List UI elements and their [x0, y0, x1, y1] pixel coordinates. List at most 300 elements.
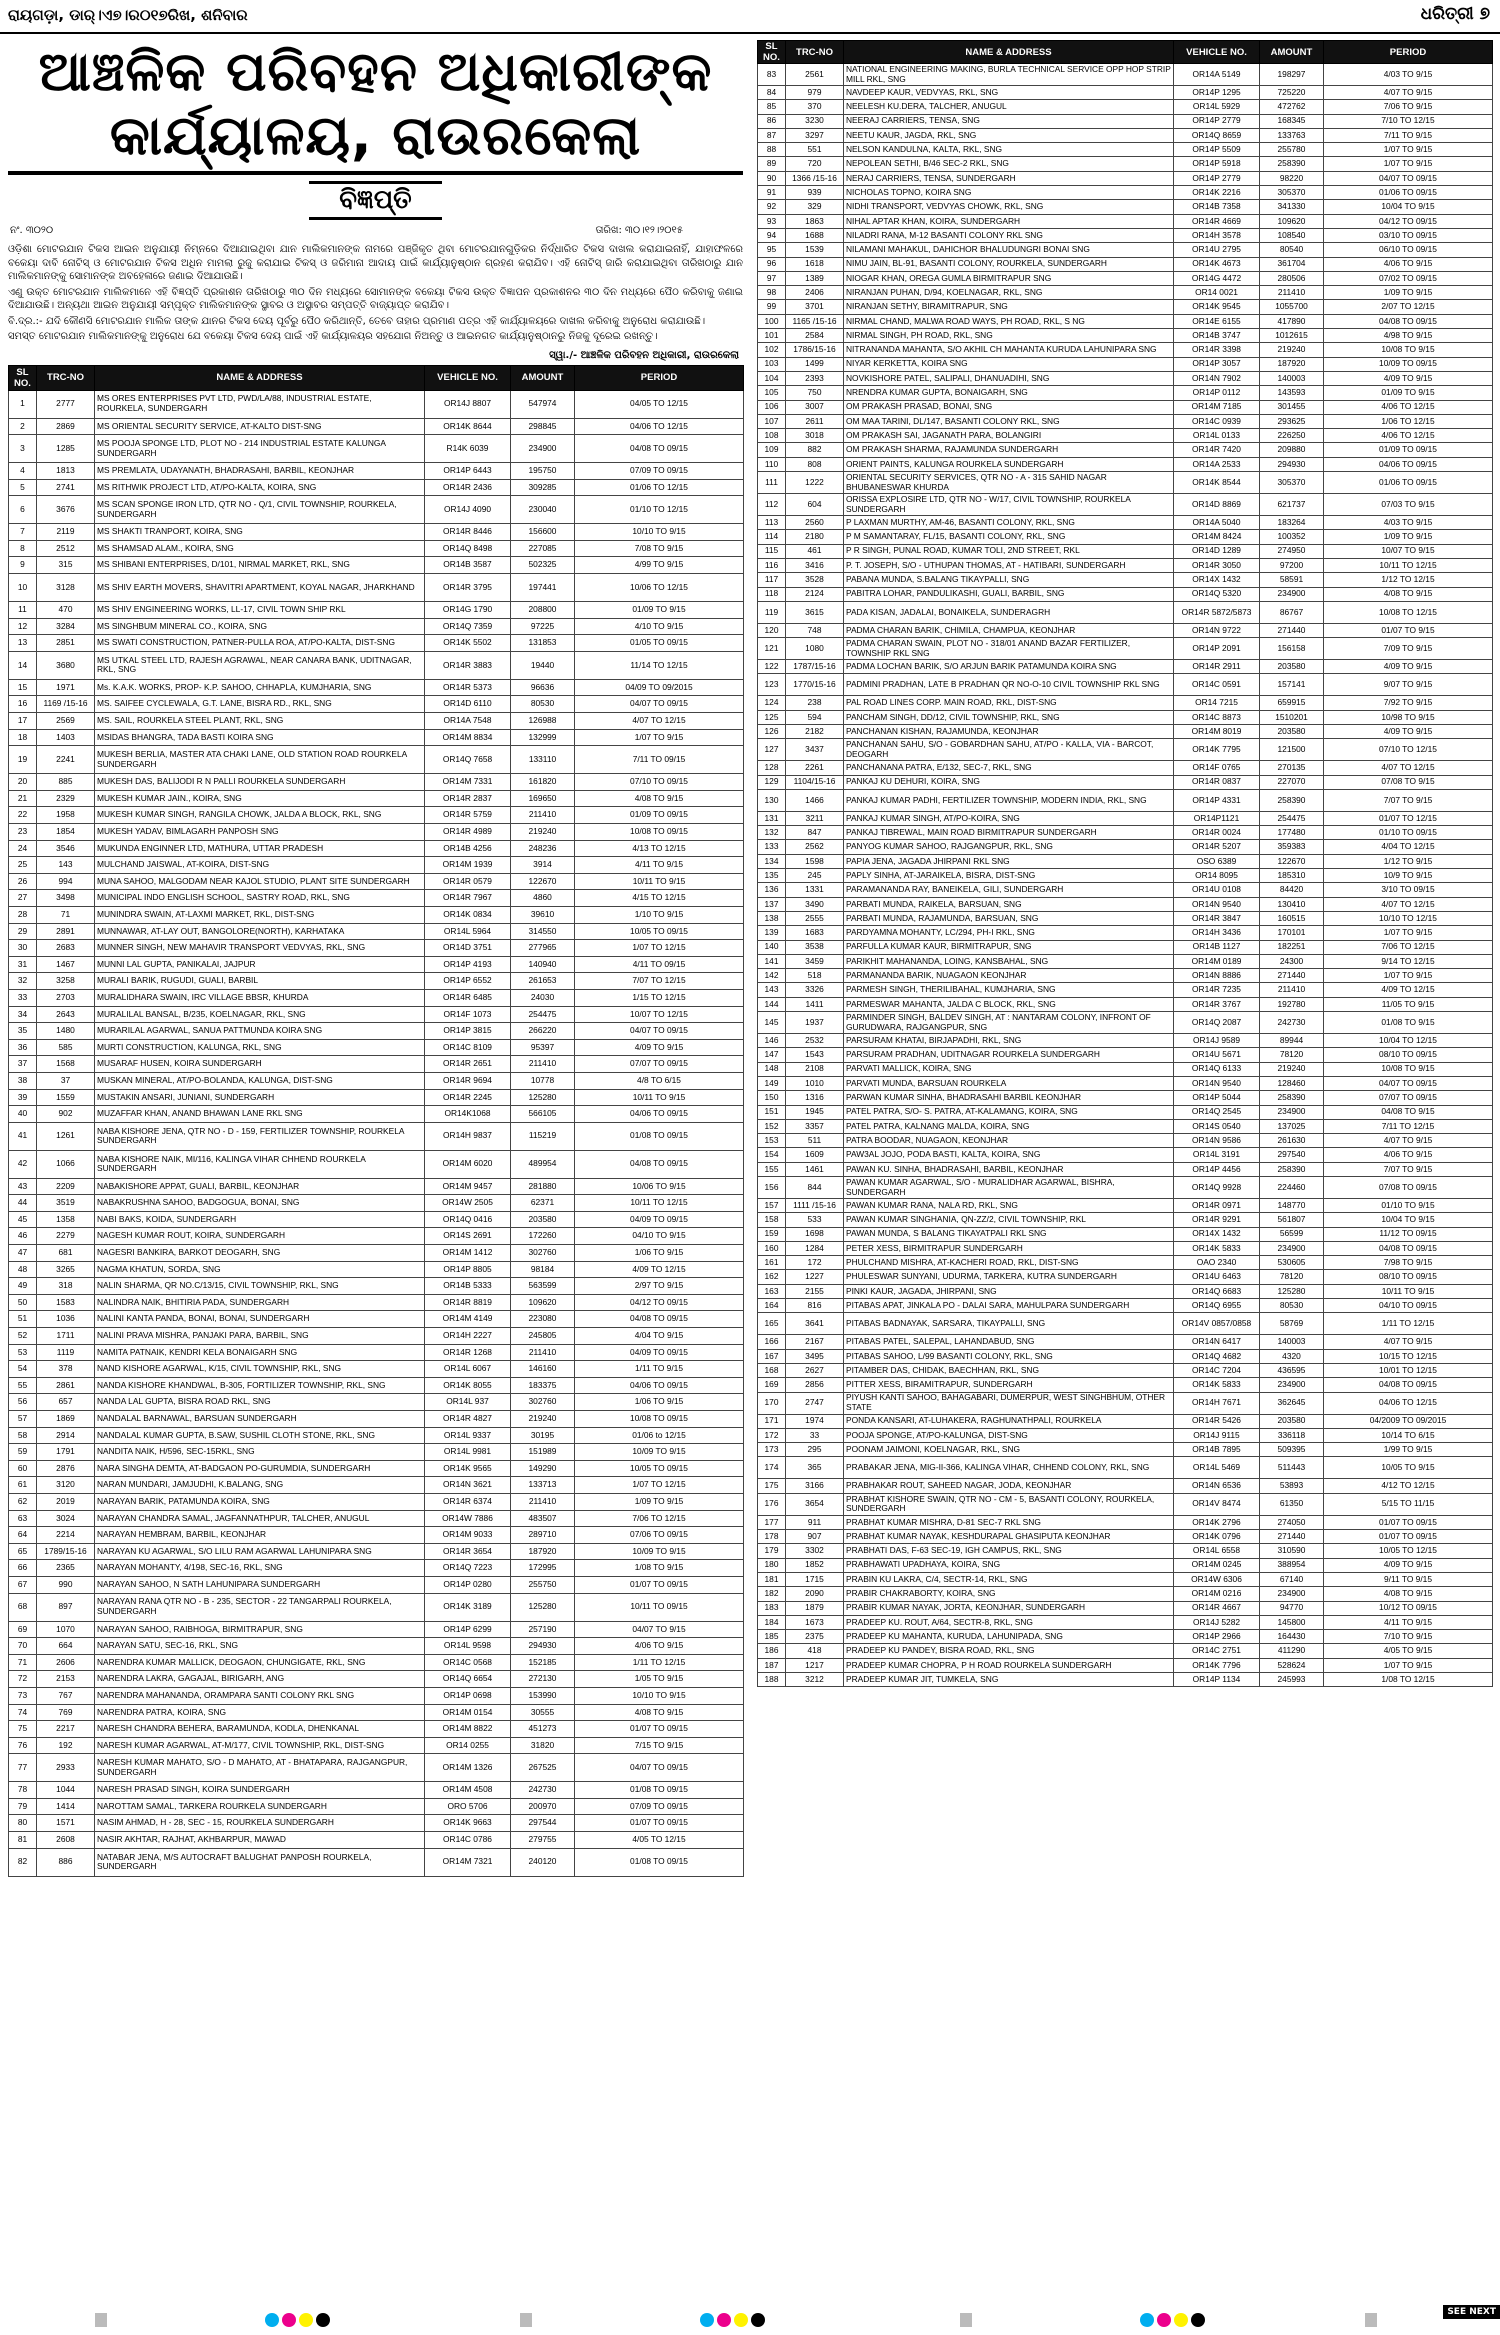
table-row	[9, 1394, 744, 1411]
cell-vehicle-no: OR14U 5671	[1174, 1048, 1260, 1062]
cell-amount: 530605	[1260, 1256, 1324, 1270]
cell-trc-no: 1879	[786, 1601, 844, 1615]
cell-sl-no: 25	[9, 857, 37, 874]
cell-amount: 203580	[1260, 1414, 1324, 1428]
cell-trc-no: 315	[37, 557, 95, 574]
cell-name-address: PRADEEP KU. ROUT, A/64, SECTR-8, RKL, SNG	[844, 1615, 1174, 1629]
cell-trc-no: 511	[786, 1134, 844, 1148]
cell-trc-no: 604	[786, 494, 844, 516]
cell-trc-no: 3654	[786, 1493, 844, 1515]
cell-period: 04/08 TO 09/15	[575, 435, 744, 463]
cell-name-address: NABAKISHORE APPAT, GUALI, BARBIL, KEONJHAR	[95, 1178, 425, 1195]
cell-trc-no: 886	[37, 1848, 95, 1876]
table-row	[9, 729, 744, 746]
cell-vehicle-no: OR14L 6067	[425, 1361, 511, 1378]
cell-period: 4/8 TO 6/15	[575, 1072, 744, 1089]
cell-vehicle-no: OR14R 8819	[425, 1294, 511, 1311]
cyan-dot	[265, 2313, 279, 2327]
cell-name-address: NEETU KAUR, JAGDA, RKL, SNG	[844, 128, 1174, 142]
table-row	[758, 171, 1493, 185]
cell-trc-no: 2851	[37, 635, 95, 652]
cell-sl-no: 112	[758, 494, 786, 516]
cell-period: 7/98 TO 9/15	[1324, 1256, 1493, 1270]
cell-period: 1/11 TO 12/15	[575, 1654, 744, 1671]
table-row	[9, 602, 744, 619]
cell-sl-no: 58	[9, 1427, 37, 1444]
cell-vehicle-no: OR14P 6299	[425, 1621, 511, 1638]
table-row	[9, 1427, 744, 1444]
table-row	[758, 1256, 1493, 1270]
cell-name-address: PRABIR KUMAR NAYAK, JORTA, KEONJHAR, SUNDERGARH	[844, 1601, 1174, 1615]
cell-vehicle-no: OR14A 2533	[1174, 457, 1260, 471]
table-row	[9, 574, 744, 602]
table-row	[758, 1378, 1493, 1392]
cell-vehicle-no: OR14N 9540	[1174, 1076, 1260, 1090]
cell-sl-no: 19	[9, 746, 37, 774]
cell-trc-no: 1715	[786, 1572, 844, 1586]
cell-vehicle-no: OR14M 6020	[425, 1150, 511, 1178]
cell-trc-no: 3701	[786, 300, 844, 314]
cell-amount: 132999	[511, 729, 575, 746]
table-row	[758, 1349, 1493, 1363]
cell-sl-no: 120	[758, 623, 786, 637]
cell-trc-no: 1461	[786, 1162, 844, 1176]
cell-name-address: MULCHAND JAISWAL, AT-KOIRA, DIST-SNG	[95, 857, 425, 874]
cell-vehicle-no: OR14N 9586	[1174, 1134, 1260, 1148]
cell-sl-no: 162	[758, 1270, 786, 1284]
table-row	[758, 457, 1493, 471]
notice-paragraph-2: ଏଣୁ ଉକ୍ତ ମୋଟରଯାନ ମାଲିକମାନେ ଏହି ବିଜ୍ଞପ୍ତି ପ୍ରକାଶନ ତାରିଖଠାରୁ ୩୦ ଦିନ ମଧ୍ୟରେ ସୋମାନଙ୍କ ବକେୟା ଟିକସ ଉକ୍ତ ବିଜ୍ଞାପନ ପ୍ରକାଶନର ୩୦ ଦିନ ମଧ୍ୟରେ ପୈଠ କରିବାକୁ ଜଣାଇ ଦିଆଯାଉଛି। ଅନ୍ୟଥା ଆଇନ ଅନୁଯାୟୀ ସମ୍ପୃକ୍ତ ମାଲିକମାନଙ୍କ ସ୍ଥାବର ଓ ଅସ୍ଥାବର ସମ୍ପତ୍ତି ବାଜ୍ୟାପ୍ତ କରାଯିବ।	[8, 286, 743, 311]
cell-name-address: MSIDAS BHANGRA, TADA BASTI KOIRA SNG	[95, 729, 425, 746]
cell-period: 7/06 TO 9/15	[1324, 100, 1493, 114]
cell-period: 1/07 TO 9/15	[1324, 926, 1493, 940]
cell-trc-no: 1945	[786, 1105, 844, 1119]
cell-vehicle-no: OR14M 1939	[425, 857, 511, 874]
cell-trc-no: 3546	[37, 840, 95, 857]
cell-period: 10/08 TO 9/15	[1324, 1062, 1493, 1076]
cell-sl-no: 1	[9, 390, 37, 418]
cell-trc-no: 1036	[37, 1311, 95, 1328]
registration-bar	[95, 2313, 107, 2327]
cell-trc-no: 33	[786, 1428, 844, 1442]
table-row	[758, 954, 1493, 968]
cell-vehicle-no: OR14C 0939	[1174, 414, 1260, 428]
table-row	[758, 1227, 1493, 1241]
cell-trc-no: 3018	[786, 429, 844, 443]
cell-period: 4/09 TO 9/15	[1324, 1558, 1493, 1572]
cell-trc-no: 979	[786, 86, 844, 100]
cell-period: 4/06 TO 9/15	[1324, 257, 1493, 271]
cell-name-address: NIRANJAN SETHY, BIRAMITRAPUR, SNG	[844, 300, 1174, 314]
cell-name-address: NARESH PRASAD SINGH, KOIRA SUNDERGARH	[95, 1782, 425, 1799]
cell-name-address: PITABAS BADNAYAK, SARSARA, TIKAYPALLI, SNG	[844, 1313, 1174, 1335]
table-row	[758, 357, 1493, 371]
cell-vehicle-no: OR14D 3751	[425, 940, 511, 957]
cell-vehicle-no: OR14M 0154	[425, 1704, 511, 1721]
cell-trc-no: 3519	[37, 1195, 95, 1212]
cell-sl-no: 98	[758, 286, 786, 300]
column-header-sl: SL NO.	[9, 365, 37, 390]
cell-vehicle-no: OR14K1068	[425, 1106, 511, 1123]
cell-name-address: PINKI KAUR, JAGADA, JHIRPANI, SNG	[844, 1284, 1174, 1298]
cell-sl-no: 142	[758, 969, 786, 983]
cell-period: 1/07 TO 12/15	[575, 1477, 744, 1494]
table-row	[758, 1335, 1493, 1349]
cell-amount: 131853	[511, 635, 575, 652]
cell-name-address: PARIKHIT MAHANANDA, LOING, KANSBAHAL, SNG	[844, 954, 1174, 968]
cell-sl-no: 102	[758, 343, 786, 357]
cell-vehicle-no: OR14D 8869	[1174, 494, 1260, 516]
cell-vehicle-no: OR14K 7796	[1174, 1658, 1260, 1672]
cell-trc-no: 37	[37, 1072, 95, 1089]
cell-name-address: PANKAJ KUMAR SINGH, AT/PO-KOIRA, SNG	[844, 811, 1174, 825]
cell-amount: 140003	[1260, 1335, 1324, 1349]
cell-name-address: MURALI BARIK, RUGUDI, GUALI, BARBIL	[95, 973, 425, 990]
cell-sl-no: 166	[758, 1335, 786, 1349]
cell-trc-no: 2608	[37, 1832, 95, 1849]
cell-name-address: PADMA CHARAN SWAIN, PLOT NO - 318/01 ANAND BAZAR FERTILIZER, TOWNSHIP RKL SNG	[844, 638, 1174, 660]
cell-period: 04/05 TO 12/15	[575, 390, 744, 418]
cell-trc-no: 1787/15-16	[786, 660, 844, 674]
column-header-trc: TRC-NO	[786, 41, 844, 64]
cell-period: 7/06 TO 12/15	[1324, 940, 1493, 954]
cell-name-address: PARBATI MUNDA, RAJAMUNDA, BARSUAN, SNG	[844, 911, 1174, 925]
cell-period: 10/10 TO 9/15	[575, 524, 744, 541]
cell-amount: 271440	[1260, 1530, 1324, 1544]
cell-sl-no: 2	[9, 418, 37, 435]
cell-period: 5/15 TO 11/15	[1324, 1493, 1493, 1515]
table-row	[758, 1119, 1493, 1133]
cell-sl-no: 69	[9, 1621, 37, 1638]
cell-sl-no: 11	[9, 602, 37, 619]
cell-trc-no: 1389	[786, 271, 844, 285]
cell-amount: 224460	[1260, 1177, 1324, 1199]
cell-period: 03/10 TO 09/15	[1324, 228, 1493, 242]
cell-sl-no: 40	[9, 1106, 37, 1123]
column-header-name: NAME & ADDRESS	[844, 41, 1174, 64]
table-row	[9, 774, 744, 791]
cell-sl-no: 77	[9, 1754, 37, 1782]
cell-amount: 96636	[511, 679, 575, 696]
cell-period: 10/01 TO 12/15	[1324, 1363, 1493, 1377]
table-row	[9, 713, 744, 730]
cell-name-address: PATEL PATRA, S/O- S. PATRA, AT-KALAMANG, KOIRA, SNG	[844, 1105, 1174, 1119]
cell-vehicle-no: OR14 8095	[1174, 869, 1260, 883]
cell-amount: 98220	[1260, 171, 1324, 185]
table-row	[758, 472, 1493, 494]
cell-name-address: MUZAFFAR KHAN, ANAND BHAWAN LANE RKL SNG	[95, 1106, 425, 1123]
cell-sl-no: 87	[758, 128, 786, 142]
table-row	[9, 696, 744, 713]
cell-amount: 156600	[511, 524, 575, 541]
cell-vehicle-no: OR14 0021	[1174, 286, 1260, 300]
cell-trc-no: 1010	[786, 1076, 844, 1090]
cell-trc-no: 3615	[786, 601, 844, 623]
cell-sl-no: 75	[9, 1721, 37, 1738]
cell-vehicle-no: OR14K 9545	[1174, 300, 1260, 314]
cell-period: 4/98 TO 9/15	[1324, 329, 1493, 343]
table-row	[758, 400, 1493, 414]
table-row	[9, 1377, 744, 1394]
cell-name-address: NANDITA NAIK, H/596, SEC-15RKL, SNG	[95, 1444, 425, 1461]
cell-amount: 563599	[511, 1278, 575, 1295]
cell-amount: 255750	[511, 1576, 575, 1593]
column-header-name: NAME & ADDRESS	[95, 365, 425, 390]
table-row	[758, 587, 1493, 601]
cell-amount: 31820	[511, 1737, 575, 1754]
table-row	[758, 1601, 1493, 1615]
cell-vehicle-no: OR14Q 2087	[1174, 1012, 1260, 1034]
cell-period: 4/12 TO 12/15	[1324, 1479, 1493, 1493]
cell-period: 4/06 TO 9/15	[575, 1638, 744, 1655]
cell-sl-no: 88	[758, 143, 786, 157]
cell-vehicle-no: ORO 5706	[425, 1798, 511, 1815]
cell-period: 1/07 TO 9/15	[575, 729, 744, 746]
cell-amount: 274050	[1260, 1515, 1324, 1529]
cell-sl-no: 4	[9, 463, 37, 480]
cell-sl-no: 161	[758, 1256, 786, 1270]
cell-period: 10/08 TO 12/15	[1324, 601, 1493, 623]
table-row	[758, 638, 1493, 660]
cell-trc-no: 1937	[786, 1012, 844, 1034]
table-row	[9, 618, 744, 635]
cell-amount: 203580	[1260, 724, 1324, 738]
cell-sl-no: 22	[9, 807, 37, 824]
cell-amount: 417890	[1260, 314, 1324, 328]
cell-sl-no: 182	[758, 1587, 786, 1601]
cell-amount: 211410	[511, 1056, 575, 1073]
cell-sl-no: 169	[758, 1378, 786, 1392]
cell-trc-no: 1559	[37, 1089, 95, 1106]
cell-trc-no: 2214	[37, 1527, 95, 1544]
cell-sl-no: 74	[9, 1704, 37, 1721]
column-header-period: PERIOD	[1324, 41, 1493, 64]
table-row	[758, 1493, 1493, 1515]
cell-period: 08/10 TO 09/15	[1324, 1270, 1493, 1284]
cell-vehicle-no: OR14R 3398	[1174, 343, 1260, 357]
cell-name-address: PITABAS SAHOO, L/99 BASANTI COLONY, RKL, SNG	[844, 1349, 1174, 1363]
cell-period: 7/15 TO 9/15	[575, 1737, 744, 1754]
cell-sl-no: 50	[9, 1294, 37, 1311]
cell-period: 04/2009 TO 09/2015	[1324, 1414, 1493, 1428]
cell-period: 4/03 TO 9/15	[1324, 516, 1493, 530]
cell-name-address: MUNNI LAL GUPTA, PANIKALAI, JAJPUR	[95, 956, 425, 973]
cell-trc-no: 1974	[786, 1414, 844, 1428]
cell-trc-no: 3495	[786, 1349, 844, 1363]
cell-name-address: MS SINGHBUM MINERAL CO., KOIRA, SNG	[95, 618, 425, 635]
cell-trc-no: 1698	[786, 1227, 844, 1241]
cell-vehicle-no: OR14P 6443	[425, 463, 511, 480]
cell-name-address: NELSON KANDULNA, KALTA, RKL, SNG	[844, 143, 1174, 157]
cell-amount: 341330	[1260, 200, 1324, 214]
cell-trc-no: 907	[786, 1530, 844, 1544]
cell-amount: 211410	[511, 1344, 575, 1361]
cell-trc-no: 767	[37, 1687, 95, 1704]
cell-amount: 160515	[1260, 911, 1324, 925]
cell-name-address: NALINI KANTA PANDA, BONAI, BONAI, SUNDERGARH	[95, 1311, 425, 1328]
cell-name-address: POONAM JAIMONI, KOELNAGAR, RKL, SNG	[844, 1443, 1174, 1457]
cell-trc-no: 939	[786, 186, 844, 200]
cell-amount: 19440	[511, 651, 575, 679]
cell-name-address: OM PRAKASH PRASAD, BONAI, SNG	[844, 400, 1174, 414]
cell-amount: 183375	[511, 1377, 575, 1394]
cell-trc-no: 3284	[37, 618, 95, 635]
cell-vehicle-no: OR14M 8424	[1174, 530, 1260, 544]
cell-name-address: NARENDRA MAHANANDA, ORAMPARA SANTI COLONY RKL SNG	[95, 1687, 425, 1704]
cell-amount: 511443	[1260, 1457, 1324, 1479]
cell-vehicle-no: OR14R 3654	[425, 1543, 511, 1560]
cell-amount: 125280	[511, 1593, 575, 1621]
cell-vehicle-no: OR14H 3578	[1174, 228, 1260, 242]
cell-name-address: PAWAN MUNDA, S BALANG TIKAYATPALI RKL SNG	[844, 1227, 1174, 1241]
cell-name-address: PRABHATI DAS, F-63 SEC-19, IGH CAMPUS, RKL, SNG	[844, 1544, 1174, 1558]
table-row	[758, 1162, 1493, 1176]
cell-sl-no: 10	[9, 574, 37, 602]
cell-trc-no: 1869	[37, 1411, 95, 1428]
table-row	[758, 883, 1493, 897]
table-row	[758, 386, 1493, 400]
cell-trc-no: 769	[37, 1704, 95, 1721]
cell-period: 1/07 TO 9/15	[1324, 969, 1493, 983]
cell-amount: 140940	[511, 956, 575, 973]
cell-period: 4/07 TO 9/15	[1324, 1335, 1493, 1349]
table-row	[758, 660, 1493, 674]
cell-name-address: MS SHIV EARTH MOVERS, SHAVITRI APARTMENT, KOYAL NAGAR, JHARKHAND	[95, 574, 425, 602]
cell-period: 2/07 TO 12/15	[1324, 300, 1493, 314]
cell-amount: 4320	[1260, 1349, 1324, 1363]
cell-amount: 302760	[511, 1394, 575, 1411]
cell-sl-no: 23	[9, 824, 37, 841]
cell-sl-no: 92	[758, 200, 786, 214]
cell-period: 10/09 TO 9/15	[575, 1444, 744, 1461]
cell-sl-no: 43	[9, 1178, 37, 1195]
cell-amount: 10778	[511, 1072, 575, 1089]
cell-sl-no: 173	[758, 1443, 786, 1457]
cell-period: 10/10 TO 9/15	[575, 1687, 744, 1704]
cell-name-address: NIRANJAN PUHAN, D/94, KOELNAGAR, RKL, SNG	[844, 286, 1174, 300]
cell-period: 1/07 TO 9/15	[1324, 157, 1493, 171]
cell-period: 01/10 TO 12/15	[575, 496, 744, 524]
cell-amount: 1012615	[1260, 329, 1324, 343]
cell-period: 10/14 TO 6/15	[1324, 1428, 1493, 1442]
cell-vehicle-no: OR14M 8834	[425, 729, 511, 746]
cell-name-address: NICHOLAS TOPNO, KOIRA SNG	[844, 186, 1174, 200]
cell-sl-no: 187	[758, 1658, 786, 1672]
cell-sl-no: 90	[758, 171, 786, 185]
table-row	[9, 1023, 744, 1040]
cell-period: 4/11 TO 09/15	[575, 956, 744, 973]
table-row	[758, 1199, 1493, 1213]
table-row	[9, 989, 744, 1006]
cell-sl-no: 27	[9, 890, 37, 907]
cell-period: 04/08 TO 09/15	[1324, 314, 1493, 328]
cell-name-address: PARDYAMNA MOHANTY, LC/294, PH-I RKL, SNG	[844, 926, 1174, 940]
cell-period: 10/11 TO 12/15	[575, 1195, 744, 1212]
cell-sl-no: 105	[758, 386, 786, 400]
cell-period: 4/07 TO 9/15	[1324, 86, 1493, 100]
table-row	[758, 1615, 1493, 1629]
cell-period: 04/06 TO 09/15	[575, 1106, 744, 1123]
cell-vehicle-no: OR14A 7548	[425, 713, 511, 730]
cell-period: 06/10 TO 09/15	[1324, 243, 1493, 257]
cell-trc-no: 518	[786, 969, 844, 983]
cell-name-address: P M SAMANTARAY, FL/15, BASANTI COLONY, RKL, SNG	[844, 530, 1174, 544]
cell-amount: 145800	[1260, 1615, 1324, 1629]
cell-amount: 208800	[511, 602, 575, 619]
cell-period: 4/07 TO 9/15	[1324, 1134, 1493, 1148]
cell-name-address: PAWAN KU. SINHA, BHADRASAHI, BARBIL, KEONJHAR	[844, 1162, 1174, 1176]
cell-amount: 172260	[511, 1228, 575, 1245]
cell-amount: 100352	[1260, 530, 1324, 544]
table-row	[9, 1178, 744, 1195]
cell-sl-no: 136	[758, 883, 786, 897]
cell-amount: 227085	[511, 540, 575, 557]
cell-sl-no: 35	[9, 1023, 37, 1040]
cell-sl-no: 81	[9, 1832, 37, 1849]
cell-period: 04/12 TO 09/15	[1324, 214, 1493, 228]
cell-trc-no: 1791	[37, 1444, 95, 1461]
cell-name-address: PADMA CHARAN BARIK, CHIMILA, CHAMPUA, KEONJHAR	[844, 623, 1174, 637]
cell-amount: 197441	[511, 574, 575, 602]
cell-name-address: NAND KISHORE AGARWAL, K/15, CIVIL TOWNSHIP, RKL, SNG	[95, 1361, 425, 1378]
cell-name-address: MS SHIV ENGINEERING WORKS, LL-17, CIVIL TOWN SHIP RKL	[95, 602, 425, 619]
cell-amount: 242730	[1260, 1012, 1324, 1034]
cell-amount: 234900	[1260, 1587, 1324, 1601]
cell-trc-no: 3297	[786, 128, 844, 142]
cell-sl-no: 33	[9, 989, 37, 1006]
cell-trc-no: 2124	[786, 587, 844, 601]
cell-amount: 451273	[511, 1721, 575, 1738]
cell-amount: 80530	[1260, 1299, 1324, 1313]
table-row	[758, 243, 1493, 257]
cell-trc-no: 2933	[37, 1754, 95, 1782]
table-row	[9, 873, 744, 890]
cell-name-address: NOVKISHORE PATEL, SALIPALI, DHANUADIHI, SNG	[844, 371, 1174, 385]
cell-vehicle-no: OR14L 9598	[425, 1638, 511, 1655]
table-row	[9, 1576, 744, 1593]
cell-vehicle-no: OR14M 4508	[425, 1782, 511, 1799]
cell-vehicle-no: OR14P 2779	[1174, 114, 1260, 128]
cell-name-address: NARAN MUNDARI, JAMJUDHI, K.BALANG, SNG	[95, 1477, 425, 1494]
table-row	[758, 573, 1493, 587]
table-row	[9, 1245, 744, 1262]
table-row	[758, 811, 1493, 825]
cell-sl-no: 137	[758, 897, 786, 911]
cell-sl-no: 139	[758, 926, 786, 940]
cell-name-address: PAWAN KUMAR RANA, NALA RD, RKL, SNG	[844, 1199, 1174, 1213]
cell-amount: 257190	[511, 1621, 575, 1638]
cell-period: 01/06 TO 09/15	[1324, 472, 1493, 494]
cell-trc-no: 1366 /15-16	[786, 171, 844, 185]
table-row	[758, 329, 1493, 343]
cell-trc-no: 1609	[786, 1148, 844, 1162]
cell-period: 4/09 TO 9/15	[1324, 724, 1493, 738]
cell-sl-no: 113	[758, 516, 786, 530]
cell-sl-no: 39	[9, 1089, 37, 1106]
cell-sl-no: 28	[9, 906, 37, 923]
cell-period: 7/11 TO 12/15	[1324, 1119, 1493, 1133]
cell-trc-no: 1789/15-16	[37, 1543, 95, 1560]
cell-sl-no: 83	[758, 64, 786, 86]
cell-sl-no: 99	[758, 300, 786, 314]
cell-trc-no: 3490	[786, 897, 844, 911]
cell-period: 4/08 TO 9/15	[575, 1704, 744, 1721]
cell-trc-no: 1227	[786, 1270, 844, 1284]
cell-period: 4/99 TO 9/15	[575, 557, 744, 574]
cell-period: 01/09 TO 9/15	[1324, 386, 1493, 400]
color-registration-mark	[700, 2313, 765, 2327]
cell-trc-no: 2180	[786, 530, 844, 544]
